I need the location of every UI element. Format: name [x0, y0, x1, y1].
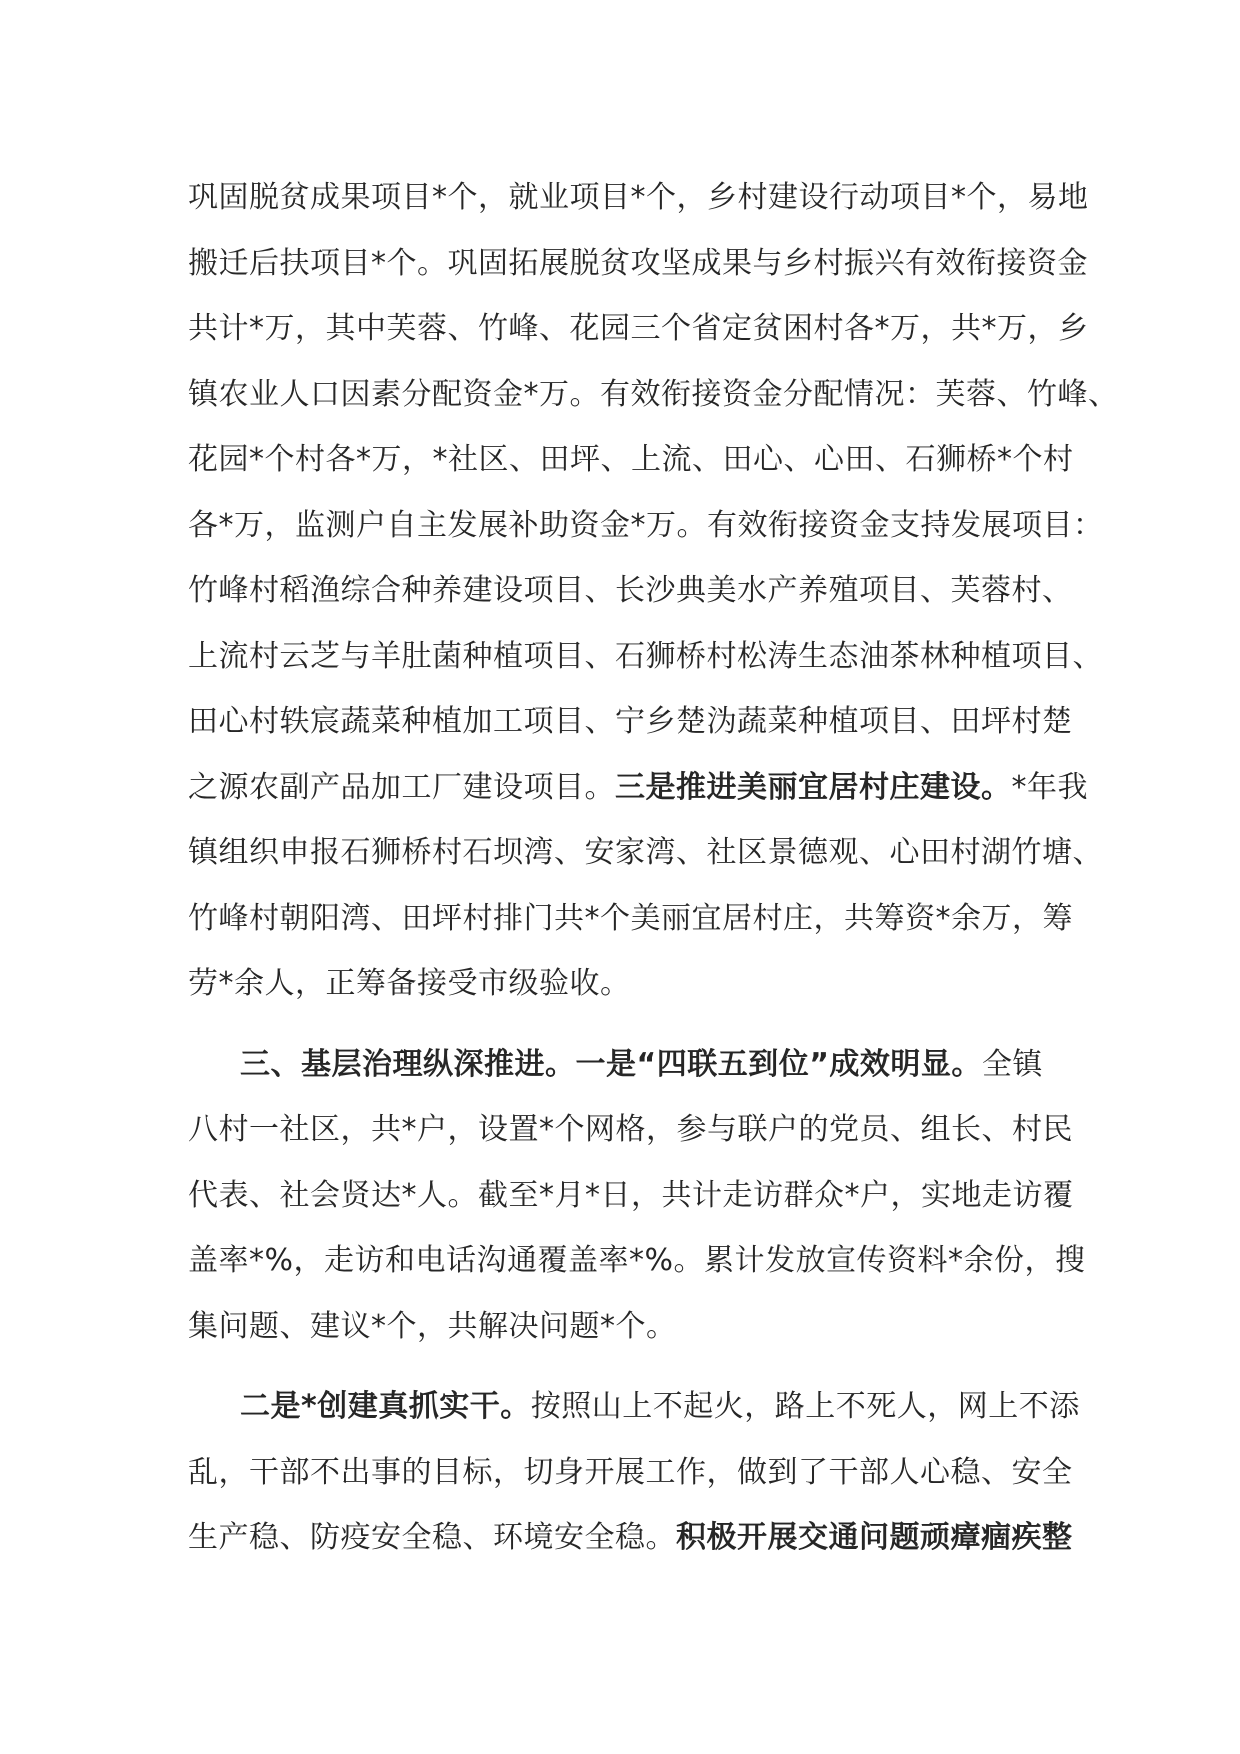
text-line — [188, 296, 1089, 362]
text-line — [188, 1097, 1073, 1163]
text-line — [188, 362, 1119, 428]
text-segment: 八村一社区，共*户，设置*个网格，参与联户的党员、组长、村民 — [188, 1112, 1073, 1147]
text-segment: 镇农业人口因素分配资金*万。有效衔接资金分配情况：芙蓉、竹峰、 — [188, 376, 1119, 412]
text-line — [188, 493, 1104, 559]
text-segment: 生产稳、防疫安全稳、环境安全稳。 — [188, 1520, 676, 1555]
text-line — [188, 1163, 1074, 1229]
text-line — [188, 1505, 1073, 1571]
text-segment: 共计*万，其中芙蓉、竹峰、花园三个省定贫困村各*万，共*万，乡 — [188, 311, 1089, 346]
text-segment: 之源农副产品加工厂建设项目。 — [188, 769, 615, 805]
text-line — [188, 755, 1088, 821]
paragraph-2 — [188, 1032, 1086, 1360]
text-segment: 竹峰村稻渔综合种养建设项目、长沙典美水产养殖项目、芙蓉村、 — [188, 573, 1073, 608]
text-segment: 镇组织申报石狮桥村石坝湾、安家湾、社区景德观、心田村湖竹塘、 — [188, 835, 1103, 870]
text-line — [188, 1032, 1068, 1098]
text-segment: 花园*个村各*万，*社区、田坪、上流、田心、心田、石狮桥*个村 — [188, 442, 1074, 477]
text-segment: 竹峰村朝阳湾、田坪村排门共*个美丽宜居村庄，共筹资*余万，筹 — [188, 900, 1073, 936]
text-segment: 搬迁后扶项目*个。巩固拓展脱贫攻坚成果与乡村振兴有效衔接资金 — [188, 245, 1088, 281]
text-line — [188, 1294, 1068, 1360]
text-line — [188, 1440, 1073, 1506]
text-segment: 按照山上不起火，路上不死人，网上不添 — [530, 1389, 1080, 1424]
text-segment: 田心村轶宸蔬菜种植加工项目、宁乡楚沩蔬菜种植项目、田坪村楚 — [188, 704, 1073, 739]
text-segment: *年我 — [1011, 769, 1088, 805]
text-segment: 巩固脱贫成果项目*个，就业项目*个，乡村建设行动项目*个，易地 — [188, 180, 1089, 215]
text-line — [188, 689, 1073, 755]
text-segment: 上流村云芝与羊肚菌种植项目、石狮桥村松涛生态油茶林种植项目、 — [188, 638, 1103, 674]
bold-text-segment: 积极开展交通问题顽瘴痼疾整 — [676, 1520, 1073, 1555]
text-segment: 各*万，监测户自主发展补助资金*万。有效衔接资金支持发展项目： — [188, 507, 1104, 543]
text-segment: 盖率*%，走访和电话沟通覆盖率*%。累计发放宣传资料*余份，搜 — [188, 1243, 1086, 1278]
text-line — [188, 624, 1103, 690]
text-segment: 全镇 — [981, 1046, 1043, 1082]
text-line — [188, 1228, 1086, 1294]
text-segment: 代表、社会贤达*人。截至*月*日，共计走访群众*户，实地走访覆 — [188, 1177, 1074, 1213]
paragraph-3 — [188, 1374, 1080, 1571]
text-segment: 乱，干部不出事的目标，切身开展工作，做到了干部人心稳、安全 — [188, 1454, 1073, 1490]
text-line — [188, 951, 1068, 1017]
bold-text-segment: 二是*创建真抓实干。 — [240, 1389, 531, 1424]
text-line — [188, 886, 1073, 952]
text-line — [188, 1374, 1080, 1440]
text-segment: 集问题、建议*个，共解决问题*个。 — [188, 1308, 677, 1344]
bold-text-segment: 三、基层治理纵深推进。一是“四联五到位”成效明显。 — [240, 1046, 982, 1082]
text-line — [188, 820, 1103, 886]
text-line — [188, 165, 1089, 231]
paragraph-1 — [188, 165, 1119, 1017]
bold-text-segment: 三是推进美丽宜居村庄建设。 — [615, 769, 1012, 805]
document-body — [188, 165, 1119, 1571]
text-line — [188, 231, 1088, 297]
text-line — [188, 558, 1073, 624]
text-segment: 劳*余人，正筹备接受市级验收。 — [188, 966, 631, 1001]
text-line — [188, 427, 1074, 493]
